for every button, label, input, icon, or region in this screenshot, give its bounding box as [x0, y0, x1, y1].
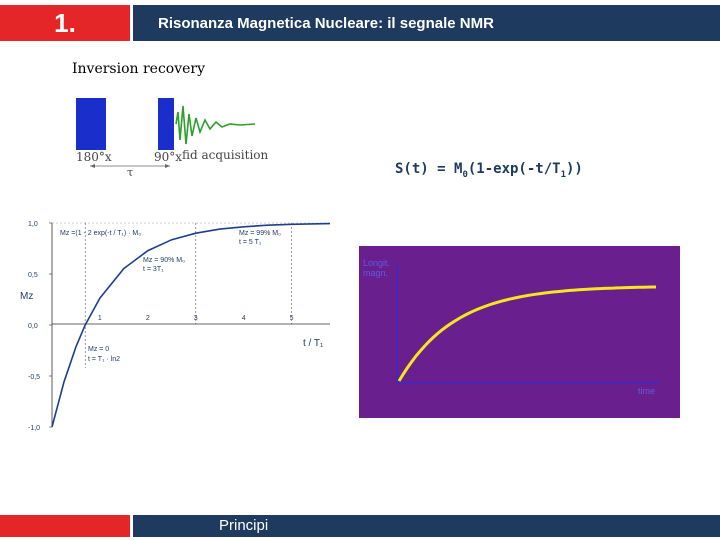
section-subtitle: Inversion recovery [72, 61, 206, 77]
y-tick-label: 0,5 [28, 272, 38, 279]
mz-recovery-chart [20, 213, 340, 435]
x-axis-label: t / T₁ [303, 338, 324, 349]
tau-arrow-left [90, 164, 95, 168]
tau-arrow-right [165, 164, 170, 168]
pulse-180 [76, 98, 106, 150]
footer-accent [0, 515, 130, 537]
slide-title: Risonanza Magnetica Nucleare: il segnale NMR [158, 15, 494, 32]
tau-label: τ [127, 166, 134, 177]
annotation-zero-line2: t = T₁ · ln2 [88, 356, 120, 363]
longitudinal-magnetization-chart [359, 246, 680, 418]
y-axis-label-line1: Longit. [363, 258, 391, 268]
x-tick-label: 5 [289, 315, 294, 322]
acquisition-label: fid acquisition [182, 148, 269, 162]
y-tick-label: 1,0 [28, 221, 38, 228]
y-axis-label: Mz [20, 291, 34, 302]
x-tick-label: 1 [97, 315, 102, 322]
pulse-90 [158, 98, 174, 150]
slide-number: 1. [0, 5, 130, 41]
annotation-zero-line1: Mz = 0 [88, 346, 110, 353]
y-axis-label-line2: magn. [363, 268, 389, 278]
x-axis-label: time [638, 386, 656, 396]
footer-label: Principi [219, 517, 269, 534]
pulse1-label: 180°x [76, 150, 112, 164]
y-tick-label: 0,0 [28, 323, 38, 330]
pulse2-label: 90°x [154, 150, 183, 164]
pulse-sequence-diagram [70, 92, 270, 177]
y-tick-label: -0,5 [28, 374, 41, 381]
footer-bar [133, 515, 720, 537]
curve-equation: Mz =(1 - 2 exp(-t / T₁) · M₀ [60, 230, 142, 237]
chart-background [359, 246, 680, 418]
annotation-90-line1: Mz = 90% M₀ [143, 257, 185, 264]
mz-curve [52, 224, 330, 427]
annotation-99-line2: t = 5 T₁ [239, 239, 262, 246]
header-bar [133, 5, 720, 41]
fid-signal [176, 106, 255, 144]
x-tick-label: 4 [241, 315, 246, 322]
recovery-formula: $S(t) = M_0(1-\exp(-t/T_1))$ [395, 161, 583, 180]
annotation-90-line2: t = 3T₁ [143, 266, 164, 273]
y-tick-label: -1,0 [28, 425, 41, 432]
x-tick-label: 2 [145, 315, 150, 322]
annotation-99-line1: Mz = 99% M₀ [239, 230, 281, 237]
x-tick-label: 3 [193, 315, 198, 322]
